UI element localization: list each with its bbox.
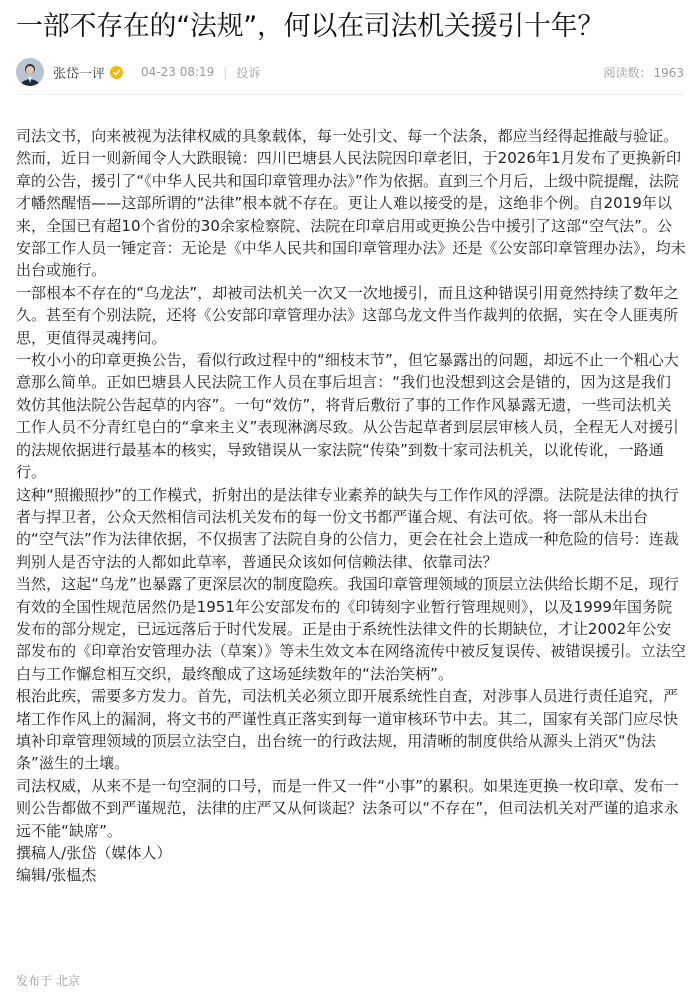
- read-count: [603, 64, 684, 81]
- article-title: 一部不存在的“法规”，何以在司法机关援引十年？: [16, 11, 605, 42]
- paragraph: 一枚小小的印章更换公告，看似行政过程中的“细枝末节”，但它暴露出的问题，却远不止一个粗心大意那么简单。正如巴塘县人民法院工作人员在事后坦言：“我们也没想到这会是错的，因为这是我们效仿其他法院公告起草的内容”。一句“效仿”，将背后敷衍了事的工作作风暴露无遗，一些司法机关工作人员不分青红皂白的“拿来主义”表现淋漓尽致。从公告起草者到层层审核人员，全程无人对援引的法规依据进行最基本的核实，导致错误从一家法院“传染”到数十家司法机关，以讹传讹，一路通行。: [16, 351, 679, 482]
- publish-date: 04-23 08:19: [141, 65, 215, 79]
- read-count-value: 1963: [653, 65, 684, 80]
- paragraph: 根治此疾，需要多方发力。首先，司法机关必须立即开展系统性自查，对涉事人员进行责任追究，严堵工作作风上的漏洞，将文书的严谨性真正落实到每一道审核环节中去。其二，国家有关部门应尽快填补印章管理领域的顶层立法空白，出台统一的行政法规，用清晰的制度供给从源头上消灭“伪法条”滋生的土壤。: [16, 687, 679, 773]
- article-meta-bar: [16, 57, 684, 87]
- author-avatar[interactable]: [16, 58, 44, 86]
- meta-separator: |: [223, 65, 228, 79]
- byline-editor: 编辑/张榅杰: [16, 866, 97, 885]
- paragraph: 一部根本不存在的“乌龙法”，却被司法机关一次又一次地援引，而且这种错误引用竟然持续了数年之久。甚至有个别法院，还将《公安部印章管理办法》这部乌龙文件当作裁判的依据，实在令人匪夷所思，更值得灵魂拷问。: [16, 283, 679, 347]
- paragraph: 司法权威，从来不是一句空洞的口号，而是一件又一件“小事”的累积。如果连更换一枚印章、发布一则公告都做不到严谨规范，法律的庄严又从何谈起？法条可以“不存在”，但司法机关对严谨的追求永远不能“缺席”。: [16, 776, 679, 840]
- report-link[interactable]: 投诉: [236, 65, 261, 80]
- byline-writer: 撰稿人/张岱（媒体人）: [16, 844, 172, 862]
- verified-badge-icon: [110, 66, 123, 79]
- publish-location: 发布于 北京: [16, 974, 80, 988]
- article-body: [16, 125, 686, 887]
- read-count-label: 阅读数：: [603, 65, 652, 80]
- paragraph: 司法文书，向来被视为法律权威的具象载体，每一处引文、每一个法条，都应当经得起推敲与验证。然而，近日一则新闻令人大跌眼镜：四川巴塘县人民法院因印章老旧，于2026年1月发布了更换新印章的公告，援引了“《中华人民共和国印章管理办法》”作为依据。直到三个月后，上级中院提醒，法院才幡然醒悟——这部所谓的“法律”根本就不存在。更让人难以接受的是，这绝非个例。自2019年以来，全国已有超10个省份的30余家检察院、法院在印章启用或更换公告中援引了这部“空气法”。公安部工作人员一锤定音：无论是《中华人民共和国印章管理办法》还是《公安部印章管理办法》，均未出台或施行。: [16, 127, 686, 280]
- paragraph: 这种“照搬照抄”的工作模式，折射出的是法律专业素养的缺失与工作作风的浮漂。法院是法律的执行者与捍卫者，公众天然相信司法机关发布的每一份文书都严谨合规、有法可依。将一部从未出台的“空气法”作为法律依据，不仅损害了法院自身的公信力，更会在社会上造成一种危险的信号：连裁判别人是否守法的人都如此草率，普通民众该如何信赖法律、依靠司法？: [16, 485, 679, 571]
- paragraph: 当然，这起“乌龙”也暴露了更深层次的制度隐疾。我国印章管理领域的顶层立法供给长期不足，现行有效的全国性规范居然仍是1951年公安部发布的《印铸刻字业暂行管理规则》，以及1999年国务院发布的部分规定，已远远落后于时代发展。正是由于系统性法律文件的长期缺位，才让2002年公安部发布的《印章治安管理办法（草案）》等未生效文本在网络流传中被反复误传、被错误援引。立法空白与工作懈怠相互交织，最终酿成了这场延续数年的“法治笑柄”。: [16, 575, 686, 683]
- author-name[interactable]: 张岱一评: [53, 66, 106, 82]
- header-divider: [16, 94, 684, 95]
